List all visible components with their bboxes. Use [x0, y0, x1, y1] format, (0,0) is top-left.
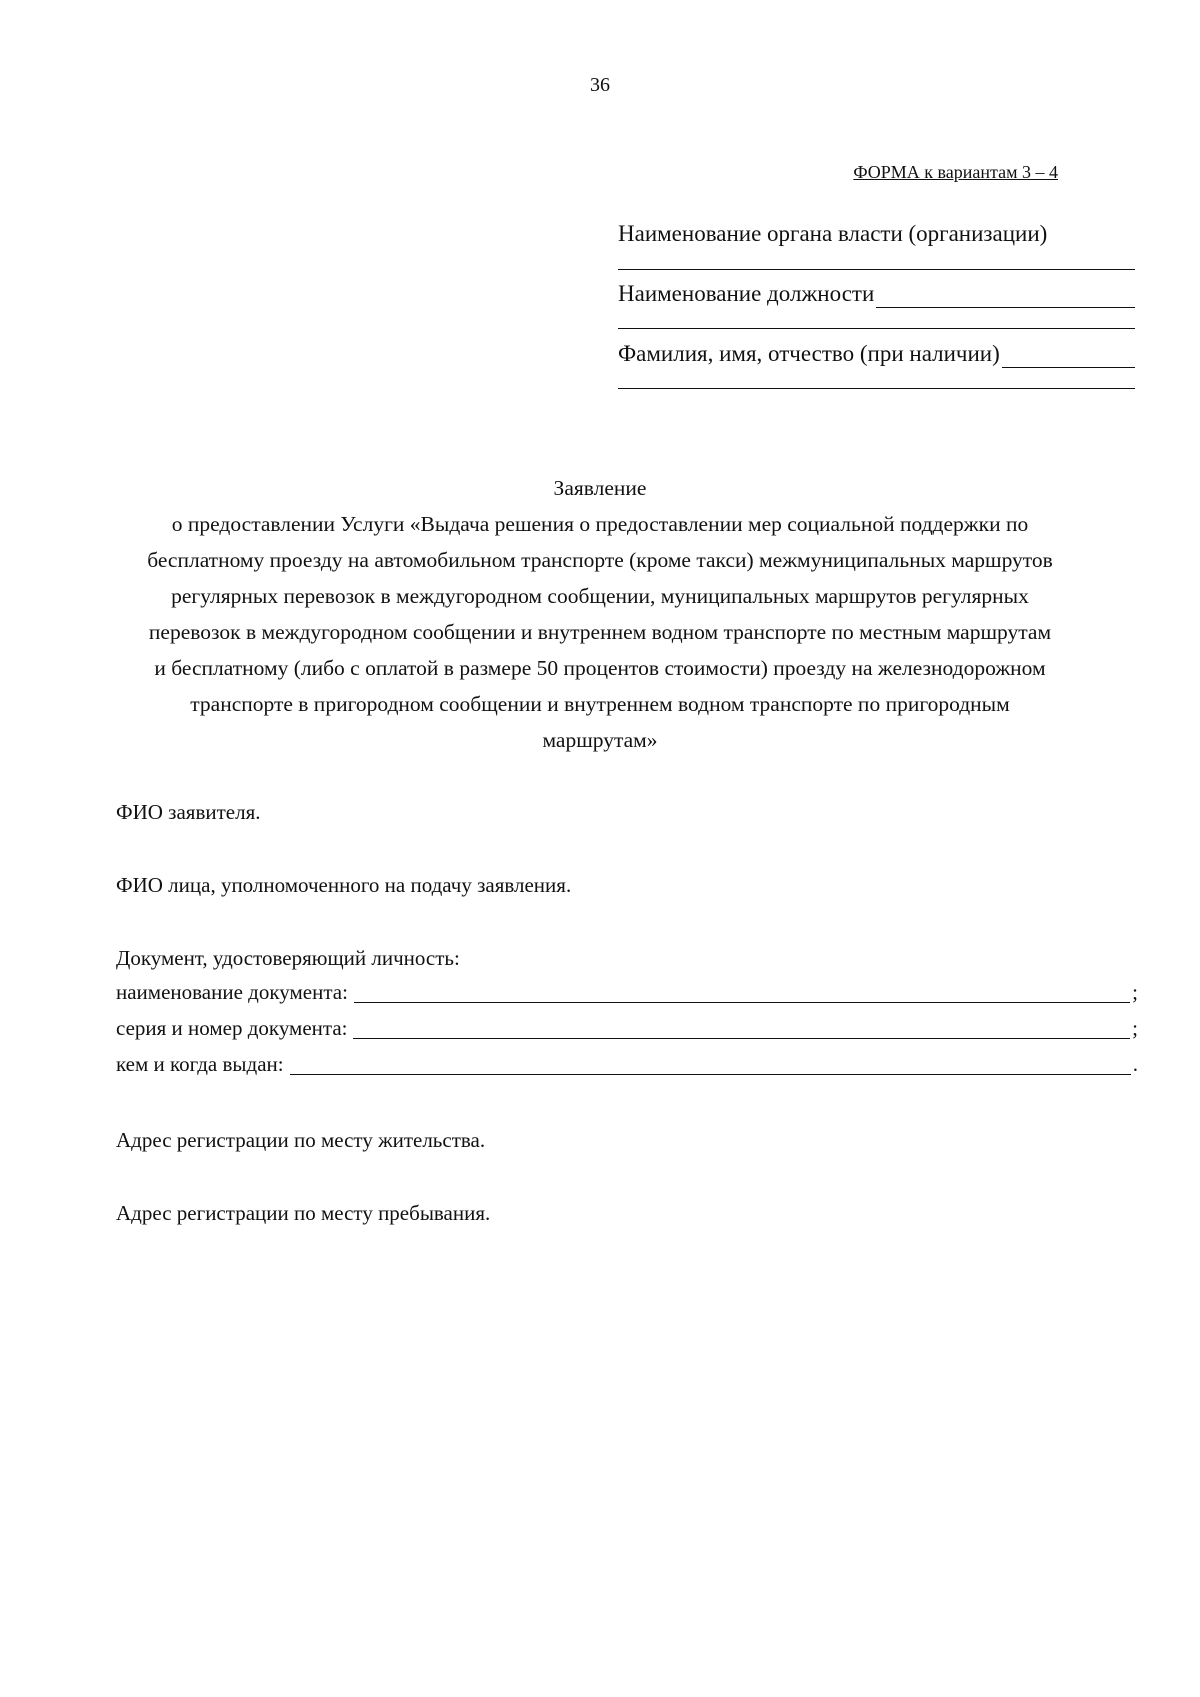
- authority-name-label: Наименование органа власти (организации): [618, 221, 1048, 246]
- statement-block: [100, 470, 1100, 758]
- document-name-row: [116, 980, 1138, 1005]
- full-name-label: Фамилия, имя, отчество (при наличии): [618, 341, 1000, 366]
- statement-line: перевозок в междугородном сообщении и внутреннем водном транспорте по местным маршрутам: [148, 620, 1052, 644]
- statement-line: транспорте в пригородном сообщении и внутреннем водном транспорте по пригородным: [190, 692, 1010, 716]
- document-name-label: наименование документа:: [116, 980, 348, 1004]
- statement-line: о предоставлении Услуги «Выдача решения о предоставлении мер социальной поддержки по: [171, 512, 1029, 536]
- identity-document-heading: Документ, удостоверяющий личность:: [116, 946, 460, 970]
- statement-line: и бесплатному (либо с оплатой в размере 50 процентов стоимости) проезду на железнодорожном: [154, 656, 1046, 680]
- series-number-label: серия и номер документа:: [116, 1016, 348, 1040]
- statement-line: маршрутам»: [542, 728, 658, 752]
- applicant-name-field: ФИО заявителя.: [116, 800, 261, 824]
- page-number: 36: [590, 74, 610, 96]
- series-number-end: ;: [1132, 1016, 1138, 1040]
- statement-line: бесплатному проезду на автомобильном транспорте (кроме такси) межмуниципальных маршрутов: [147, 548, 1053, 572]
- full-name-row: [618, 340, 1135, 368]
- issued-by-end: .: [1132, 1052, 1138, 1076]
- form-label: ФОРМА к вариантам 3 – 4: [853, 162, 1058, 182]
- document-name-end: ;: [1132, 980, 1138, 1004]
- statement-title: Заявление: [553, 476, 647, 500]
- issued-by-label: кем и когда выдан:: [116, 1052, 284, 1076]
- authority-name-line[interactable]: [618, 269, 1135, 270]
- series-number-row: [116, 1016, 1138, 1041]
- position-line[interactable]: [876, 285, 1135, 308]
- position-line-2[interactable]: [618, 328, 1135, 329]
- residence-address-field: Адрес регистрации по месту жительства.: [116, 1128, 486, 1152]
- document-name-line[interactable]: [354, 980, 1130, 1003]
- series-number-line[interactable]: [353, 1016, 1130, 1039]
- position-row: [618, 280, 1135, 308]
- stay-address-field: Адрес регистрации по месту пребывания.: [116, 1201, 491, 1225]
- issued-by-row: [116, 1052, 1138, 1077]
- position-label: Наименование должности: [618, 281, 875, 306]
- statement-line: регулярных перевозок в междугородном сообщении, муниципальных маршрутов регулярных: [171, 584, 1029, 608]
- issued-by-line[interactable]: [290, 1052, 1131, 1075]
- full-name-line-2[interactable]: [618, 388, 1135, 389]
- full-name-line[interactable]: [1002, 345, 1135, 368]
- representative-name-field: ФИО лица, уполномоченного на подачу заявления.: [116, 873, 572, 897]
